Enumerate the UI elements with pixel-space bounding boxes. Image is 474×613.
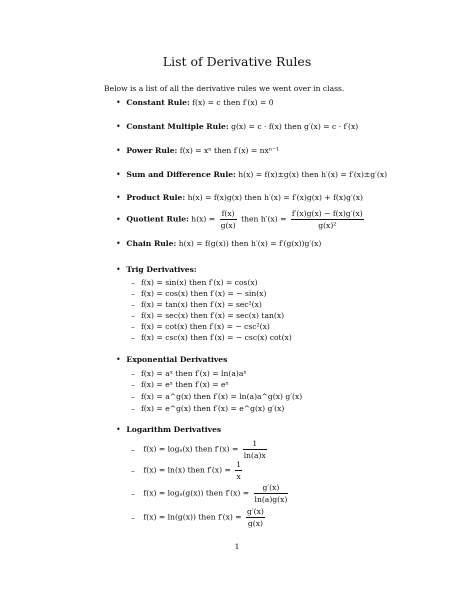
- trig-formula: f(x) = csc(x) then f′(x) = − csc(x) cot(x): [141, 333, 292, 342]
- bullet-icon: •: [116, 146, 121, 155]
- dash-icon: –: [131, 289, 135, 298]
- rule-label: Product Rule:: [126, 193, 186, 202]
- logarithm-lhs: f(x) = logₐ(g(x)) then f′(x) =: [143, 488, 250, 498]
- bullet-icon: •: [116, 98, 121, 107]
- intro-text: Below is a list of all the derivative rules we went over in class.: [104, 84, 345, 93]
- fraction-denominator: x: [236, 472, 241, 482]
- dash-icon: –: [131, 333, 135, 342]
- logarithm-fraction: [246, 507, 265, 528]
- rule-formula: f(x) = xⁿ then f′(x) = nxⁿ⁻¹: [179, 146, 280, 155]
- rule-label: Power Rule:: [126, 146, 178, 155]
- rule-label: Constant Rule:: [126, 98, 190, 107]
- exponential-item: [131, 392, 302, 401]
- exponential-formula: f(x) = eˣ then f′(x) = eˣ: [141, 380, 229, 389]
- section-heading: Trig Derivatives:: [126, 265, 197, 274]
- trig-formula: f(x) = tan(x) then f′(x) = sec²(x): [141, 300, 262, 309]
- logarithm-fraction: [254, 483, 289, 504]
- rule-formula: h(x) = f(x)g(x) then h′(x) = f′(x)g(x) + f(x)g′(x): [187, 193, 363, 202]
- logarithm-lhs: f(x) = ln(g(x)) then f′(x) =: [143, 512, 242, 522]
- rule-label: Quotient Rule:: [126, 214, 189, 224]
- rule-label: Chain Rule:: [126, 239, 177, 248]
- rule-formula: h(x) = f(g(x)) then h′(x) = f′(g(x))g′(x): [178, 239, 322, 248]
- quotient-lhs: h(x) =: [191, 214, 216, 224]
- trig-item: [131, 289, 266, 298]
- bullet-icon: •: [116, 193, 121, 202]
- section-heading: Exponential Derivatives: [126, 355, 228, 364]
- logarithm-lhs: f(x) = ln(x) then f′(x) =: [143, 465, 231, 475]
- rule-formula: g(x) = c · f(x) then g′(x) = c · f′(x): [231, 122, 359, 131]
- rule-sum-difference: [116, 170, 387, 180]
- rule-product: [116, 193, 363, 203]
- rule-label: Sum and Difference Rule:: [126, 170, 236, 179]
- exponential-section-heading: [116, 355, 227, 365]
- logarithm-item: [131, 483, 290, 504]
- fraction-numerator: 1: [243, 439, 267, 450]
- logarithm-item: [131, 507, 267, 528]
- dash-icon: –: [131, 392, 135, 401]
- dash-icon: –: [131, 369, 135, 378]
- trig-section-heading: [116, 265, 197, 275]
- dash-icon: –: [131, 404, 135, 413]
- exponential-formula: f(x) = aˣ then f′(x) = ln(a)aˣ: [141, 369, 247, 378]
- exponential-formula: f(x) = e^g(x) then f′(x) = e^g(x) g′(x): [141, 404, 285, 413]
- dash-icon: –: [131, 322, 135, 331]
- dash-icon: –: [131, 311, 135, 320]
- bullet-icon: •: [116, 239, 121, 248]
- rule-power: [116, 146, 279, 156]
- trig-item: [131, 322, 270, 331]
- fraction-numerator: g′(x): [246, 507, 265, 518]
- dash-icon: –: [131, 488, 135, 498]
- bullet-icon: •: [116, 425, 121, 434]
- exponential-item: [131, 369, 247, 378]
- trig-item: [131, 278, 258, 287]
- logarithm-section-heading: [116, 425, 221, 435]
- trig-item: [131, 333, 292, 342]
- fraction-numerator: 1: [235, 460, 242, 471]
- rule-constant-multiple: [116, 122, 358, 132]
- fraction-denominator: g(x): [247, 519, 263, 529]
- bullet-icon: •: [116, 355, 121, 364]
- bullet-icon: •: [116, 214, 121, 224]
- quotient-lhs-fraction: [220, 209, 237, 230]
- bullet-icon: •: [116, 170, 121, 179]
- trig-item: [131, 311, 284, 320]
- rule-chain: [116, 239, 321, 249]
- exponential-item: [131, 380, 229, 389]
- logarithm-item: [131, 460, 244, 481]
- quotient-rhs-fraction: [291, 209, 364, 230]
- logarithm-item: [131, 439, 269, 460]
- rule-formula: f(x) = c then f′(x) = 0: [192, 98, 274, 107]
- trig-formula: f(x) = sec(x) then f′(x) = sec(x) tan(x): [141, 311, 285, 320]
- bullet-icon: •: [116, 265, 121, 274]
- fraction-denominator: ln(a)g(x): [254, 495, 288, 505]
- trig-item: [131, 300, 262, 309]
- trig-formula: f(x) = cot(x) then f′(x) = − csc²(x): [141, 322, 270, 331]
- page-title: List of Derivative Rules: [162, 54, 312, 69]
- fraction-denominator: g(x): [220, 221, 236, 231]
- logarithm-fraction: [235, 460, 242, 481]
- logarithm-fraction: [243, 439, 267, 460]
- bullet-icon: •: [116, 122, 121, 131]
- dash-icon: –: [131, 380, 135, 389]
- dash-icon: –: [131, 278, 135, 287]
- quotient-mid: then h′(x) =: [241, 214, 287, 224]
- rule-formula: h(x) = f(x)±g(x) then h′(x) = f′(x)±g′(x): [238, 170, 388, 179]
- dash-icon: –: [131, 444, 135, 454]
- section-heading: Logarithm Derivatives: [126, 425, 222, 434]
- fraction-numerator: f′(x)g(x) − f(x)g′(x): [291, 209, 364, 220]
- exponential-item: [131, 404, 284, 413]
- logarithm-lhs: f(x) = logₐ(x) then f′(x) =: [143, 444, 239, 454]
- fraction-denominator: ln(a)x: [243, 451, 266, 461]
- fraction-numerator: f(x): [220, 209, 237, 220]
- rule-label: Constant Multiple Rule:: [126, 122, 229, 131]
- exponential-formula: f(x) = a^g(x) then f′(x) = ln(a)a^g(x) g′(x): [141, 392, 303, 401]
- page-number: 1: [234, 542, 240, 551]
- dash-icon: –: [131, 465, 135, 475]
- rule-constant: [116, 98, 274, 108]
- dash-icon: –: [131, 300, 135, 309]
- rule-quotient: [116, 209, 366, 230]
- trig-formula: f(x) = sin(x) then f′(x) = cos(x): [141, 278, 258, 287]
- fraction-numerator: g′(x): [254, 483, 289, 494]
- dash-icon: –: [131, 512, 135, 522]
- fraction-denominator: g(x)²: [318, 221, 337, 231]
- trig-formula: f(x) = cos(x) then f′(x) = − sin(x): [141, 289, 267, 298]
